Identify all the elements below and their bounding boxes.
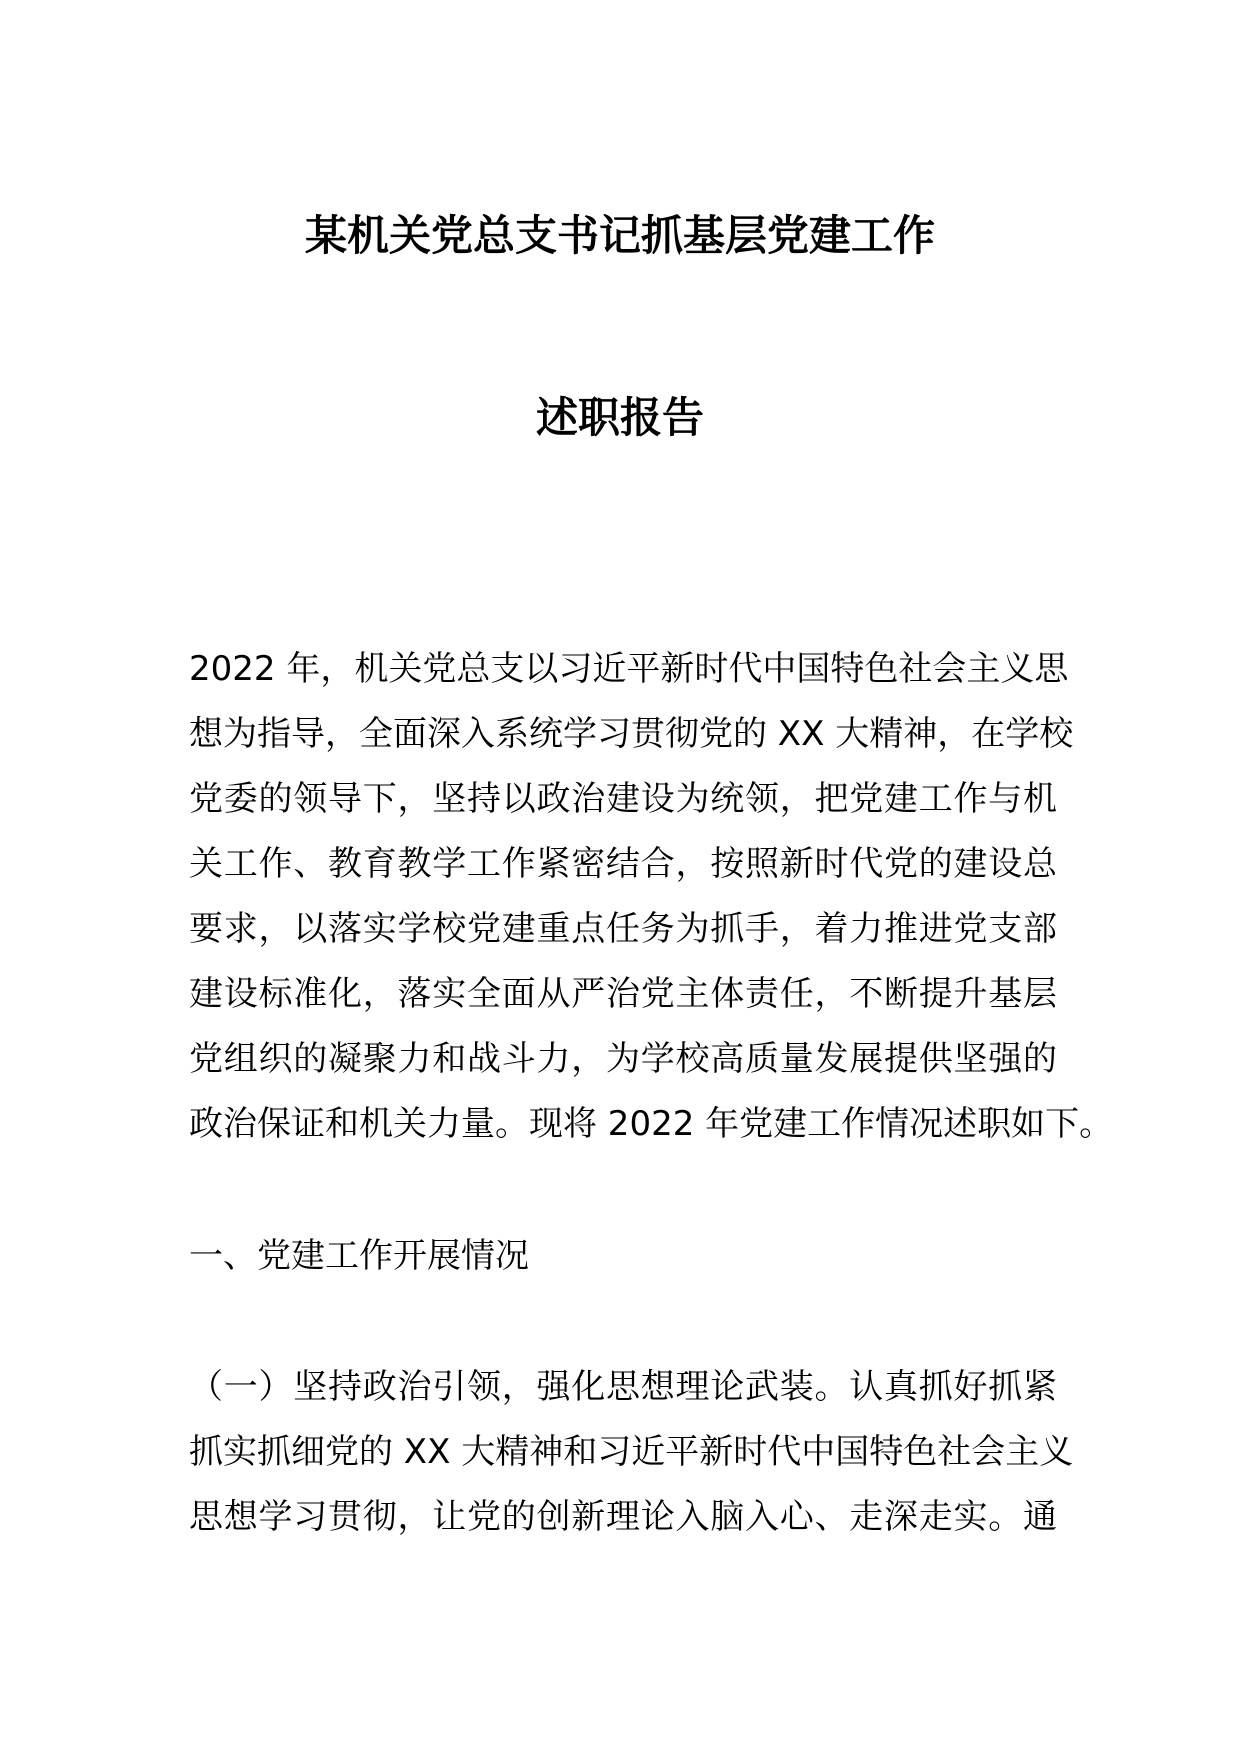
paragraph-line: 思想学习贯彻，让党的创新理论入脑入心、走深走实。通 bbox=[189, 1497, 1057, 1537]
paragraph-line: 关工作、教育教学工作紧密结合，按照新时代党的建设总 bbox=[189, 844, 1057, 884]
paragraph-line: 抓实抓细党的 XX 大精神和习近平新时代中国特色社会主义 bbox=[189, 1432, 1074, 1472]
paragraph-line: （一）坚持政治引领，强化思想理论武装。认真抓好抓紧 bbox=[189, 1367, 1057, 1407]
paragraph-line: 2022 年，机关党总支以习近平新时代中国特色社会主义思 bbox=[189, 649, 1069, 689]
document-title-line-2: 述职报告 bbox=[535, 393, 704, 442]
paragraph-line: 党委的领导下，坚持以政治建设为统领，把党建工作与机 bbox=[189, 779, 1057, 819]
paragraph-line: 党组织的凝聚力和战斗力，为学校高质量发展提供坚强的 bbox=[189, 1039, 1057, 1079]
paragraph-line: 政治保证和机关力量。现将 2022 年党建工作情况述职如下。 bbox=[189, 1104, 1114, 1144]
paragraph-line: 要求，以落实学校党建重点任务为抓手，着力推进党支部 bbox=[189, 909, 1057, 949]
paragraph-line: 想为指导，全面深入系统学习贯彻党的 XX 大精神，在学校 bbox=[189, 714, 1074, 754]
document-title-line-1: 某机关党总支书记抓基层党建工作 bbox=[304, 211, 935, 260]
section-heading: 一、党建工作开展情况 bbox=[189, 1236, 529, 1276]
paragraph-line: 建设标准化，落实全面从严治党主体责任，不断提升基层 bbox=[189, 974, 1057, 1014]
